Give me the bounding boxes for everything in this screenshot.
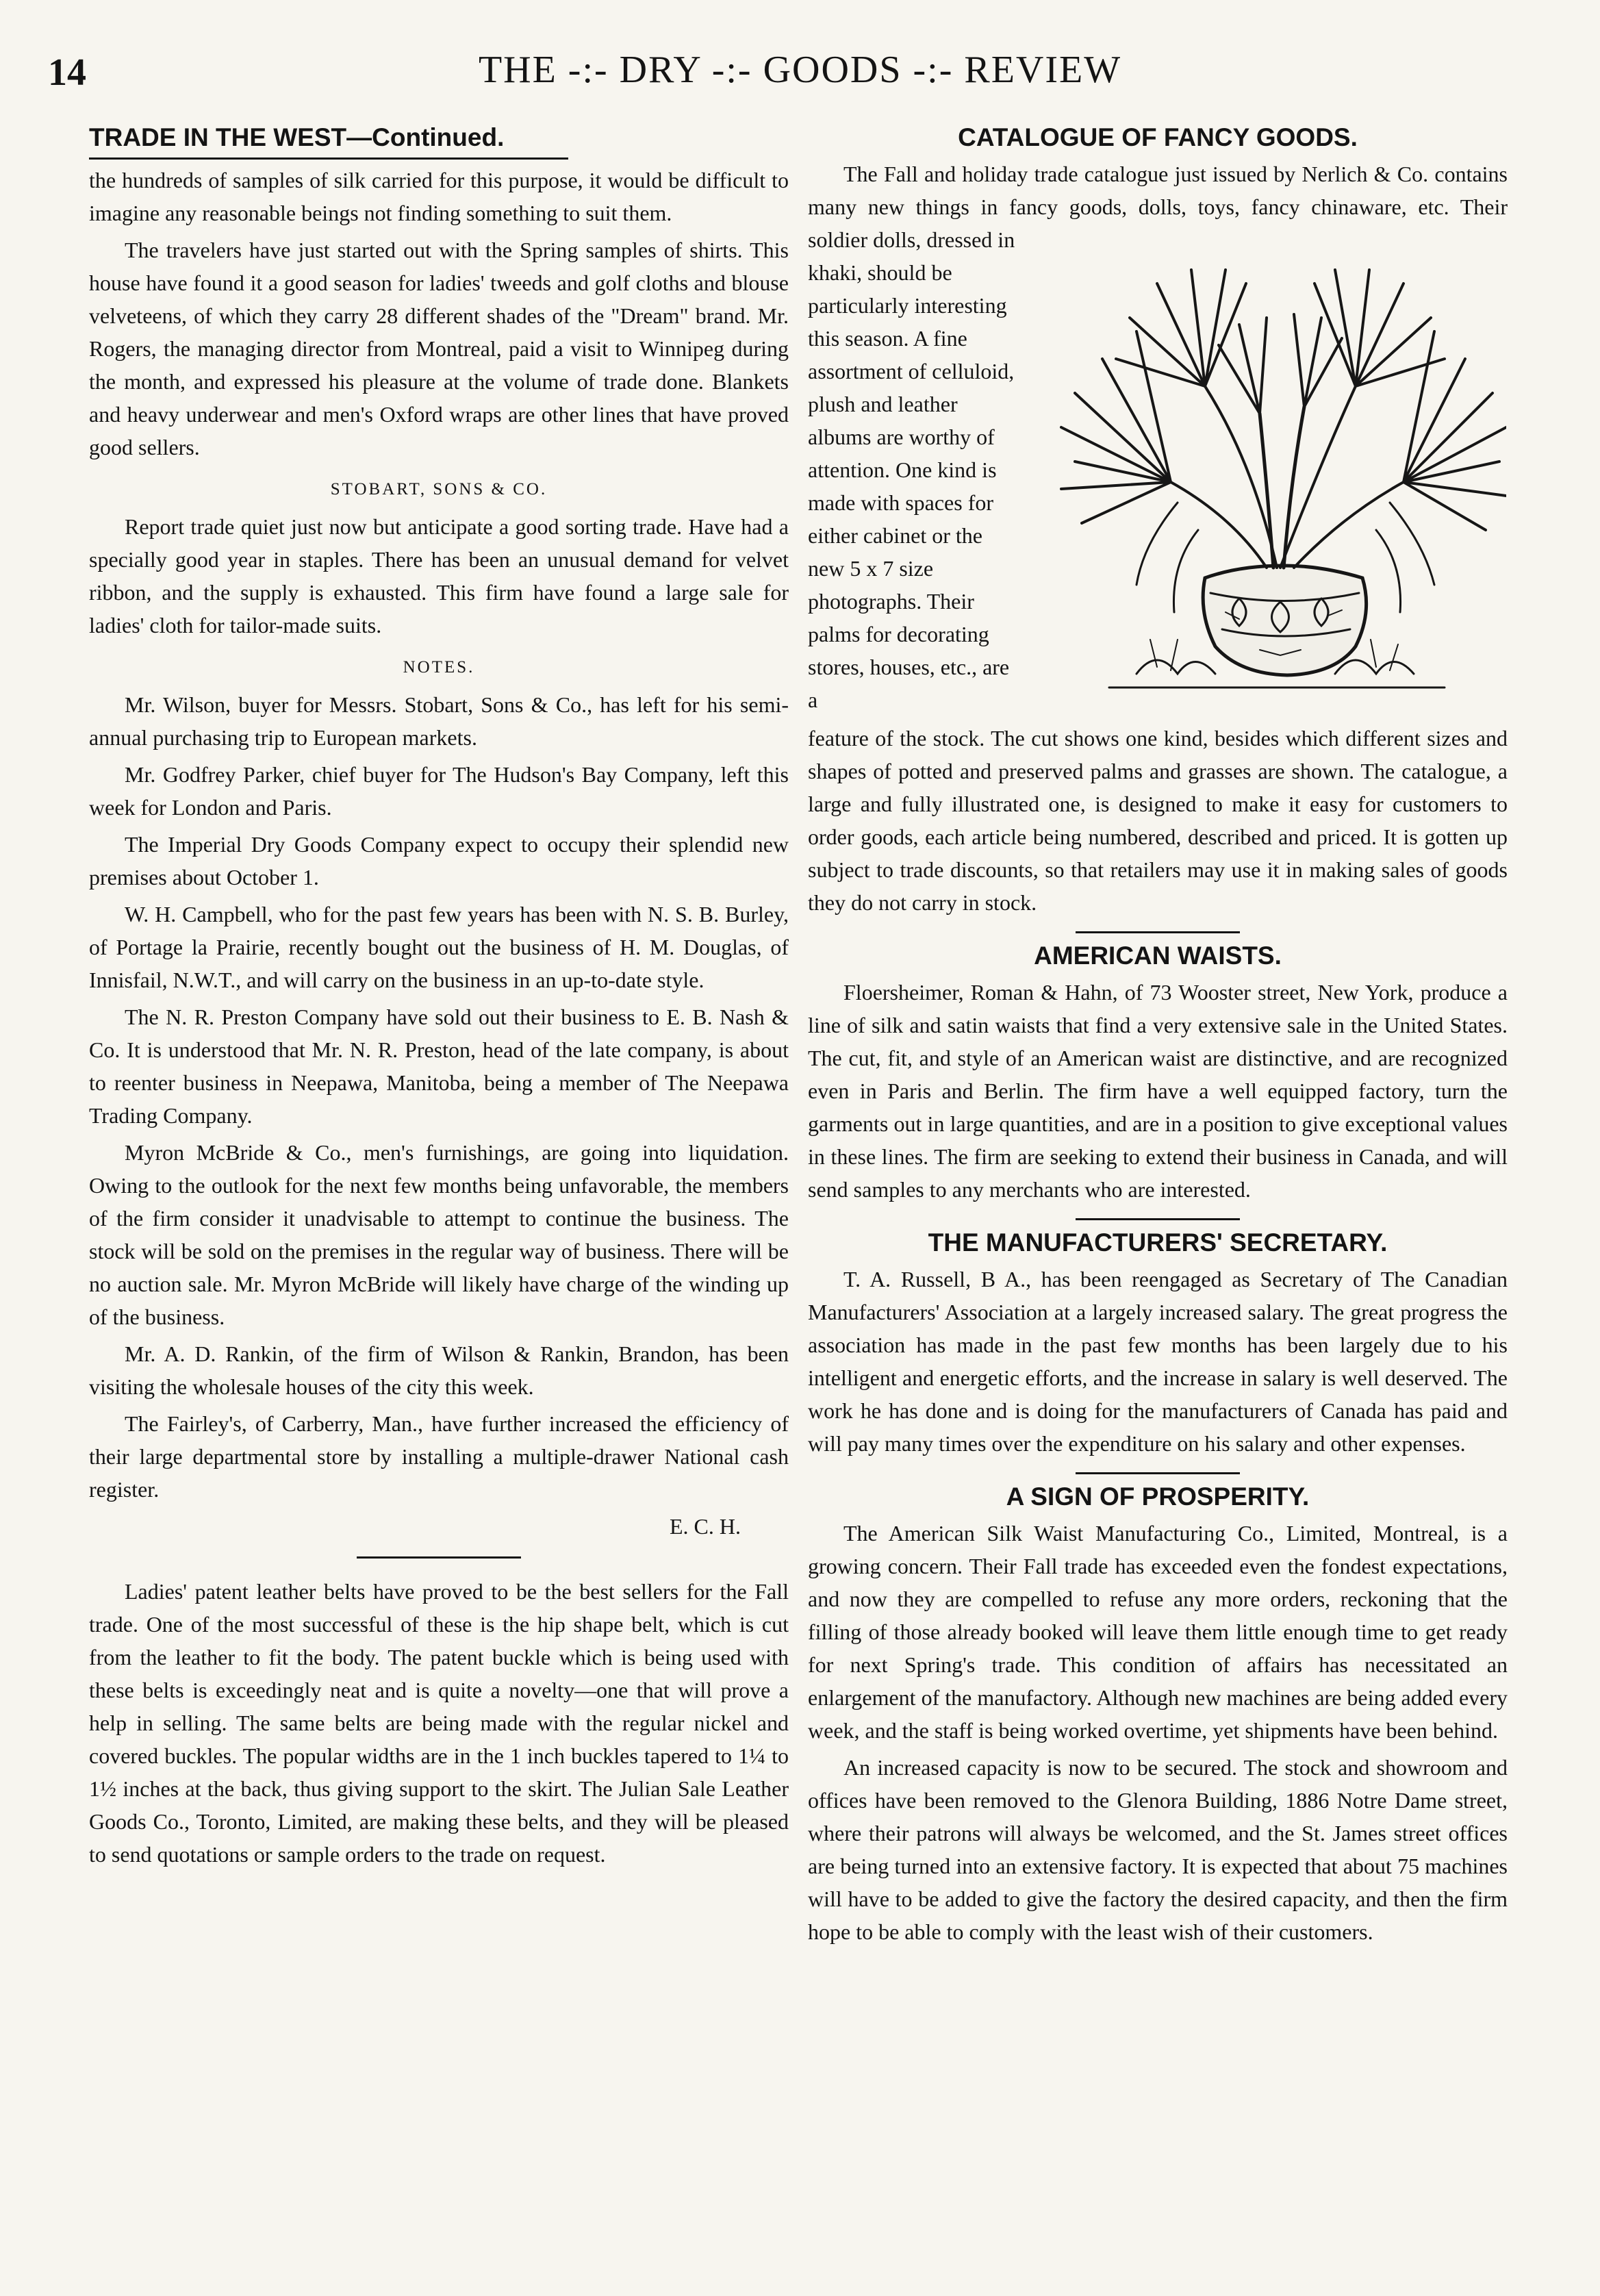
potted-palm-illustration [1034, 256, 1506, 708]
note-item: Mr. Godfrey Parker, chief buyer for The Hudson's Bay Company, left this week for London and Paris. [89, 762, 789, 820]
subheading-notes: NOTES. [403, 658, 475, 677]
note-item: The Fairley's, of Carberry, Man., have further increased the efficiency of their large departmental store by installing a multiple-drawer National cash register. [89, 1411, 789, 1502]
section-heading-waists: AMERICAN WAISTS. [1034, 942, 1282, 970]
divider [357, 1556, 521, 1559]
section-heading-prosperity: A SIGN OF PROSPERITY. [1006, 1483, 1310, 1511]
paragraph: the hundreds of samples of silk carried for this purpose, it would be difficult to imagine any reasonable beings not finding something to suit them. [89, 168, 789, 225]
note-item: The Imperial Dry Goods Company expect to occupy their splendid new premises about October 1. [89, 832, 789, 890]
divider [1076, 1472, 1240, 1474]
paragraph: Floersheimer, Roman & Hahn, of 73 Wooster street, New York, produce a line of silk and satin waists that find a very extensive sale in the United States. The cut, fit, and style of an American waist are distinctive, and are recognized even in Paris and Berlin. The firm have a well equipped factory, turn the garments out in large quantities, and are in a position to give exceptional values in these lines. The firm are seeking to extend their business in Canada, and will send samples to any merchants who are interested. [808, 980, 1508, 1202]
paragraph: Report trade quiet just now but anticipate a good sorting trade. Have had a specially good year in staples. There has been an unusual demand for velvet ribbon, and the supply is exhausted. This firm have found a large sale for ladies' cloth for tailor-made suits. [89, 514, 789, 638]
note-item: Mr. A. D. Rankin, of the firm of Wilson & Rankin, Brandon, has been visiting the wholesale houses of the city this week. [89, 1341, 789, 1399]
paragraph: The Fall and holiday trade catalogue just issued by Nerlich & Co. contains many new things in fancy goods, dolls, toys, fancy chinaware, etc. Their soldier dolls, dressed in [808, 162, 1508, 252]
author-signature: E. C. H. [670, 1514, 741, 1539]
subheading-stobart: STOBART, SONS & CO. [330, 480, 548, 499]
divider [1076, 1218, 1240, 1220]
illustration-block [808, 256, 1508, 722]
heading-underline [89, 157, 568, 160]
note-item: The N. R. Preston Company have sold out their business to E. B. Nash & Co. It is understood that Mr. N. R. Preston, head of the late company, is about to reenter business in Neepawa, Manitoba, being a member of The Neepawa Trading Company. [89, 1005, 789, 1128]
paragraph: An increased capacity is now to be secured. The stock and showroom and offices have been removed to the Glenora Building, 1886 Notre Dame street, where their patrons will always be welcomed, and the St. James street offices are being turned into an extensive factory. It is expected that about 75 machines will have to be added to give the factory the desired capacity, and then the firm hope to be able to comply with the least wish of their customers. [808, 1755, 1508, 1944]
wrapped-text: khaki, should be particularly interesting this season. A fine assortment of celluloid, plush and leather albums are worthy of attention. One kind is made with spaces for either cabinet or the new 5 x 7 size photographs. Their palms for decorating stores, houses, etc., are a [808, 260, 1015, 712]
section-heading-trade-west: TRADE IN THE WEST—Continued. [89, 123, 505, 151]
left-column [89, 116, 789, 1875]
note-item: Myron McBride & Co., men's furnishings, are going into liquidation. Owing to the outlook for the next few months being unfavorable, the members of the firm consider it unadvisable to attempt to continue the business. The stock will be sold on the premises in the regular way of business. There will be no auction sale. Mr. Myron McBride will likely have charge of the winding up of the business. [89, 1140, 789, 1329]
note-item: Mr. Wilson, buyer for Messrs. Stobart, Sons & Co., has left for his semi-annual purchasing trip to European markets. [89, 692, 789, 750]
section-heading-secretary: THE MANUFACTURERS' SECRETARY. [928, 1228, 1388, 1257]
divider [1076, 931, 1240, 933]
paragraph: The travelers have just started out with the Spring samples of shirts. This house have found it a good season for ladies' tweeds and golf cloths and blouse velveteens, of which they carry 28 different shades of the "Dream" brand. Mr. Rogers, the managing director from Montreal, paid a visit to Winnipeg during the month, and expressed his pleasure at the volume of trade done. Blankets and heavy underwear and men's Oxford wraps are other lines that have proved good sellers. [89, 238, 789, 459]
page-header [41, 41, 1559, 103]
right-column [808, 116, 1508, 1952]
note-item: W. H. Campbell, who for the past few years has been with N. S. B. Burley, of Portage la Prairie, recently bought out the business of H. M. Douglas, of Innisfail, N.W.T., and will carry on the business in an up-to-date style. [89, 902, 789, 992]
paragraph-belts: Ladies' patent leather belts have proved to be the best sellers for the Fall trade. One of the most successful of these is the hip shape belt, which is cut from the leather to fit the body. The patent buckle which is being used with these belts is exceedingly neat and is quite a novelty—one that will prove a help in selling. The same belts are being made with the regular nickel and covered buckles. The popular widths are in the 1 inch buckles tapered to 1¼ to 1½ inches at the back, thus giving support to the skirt. The Julian Sale Leather Goods Co., Toronto, Limited, are making these belts, and they will be pleased to send quotations or sample orders to the trade on request. [89, 1579, 789, 1867]
paragraph: feature of the stock. The cut shows one kind, besides which different sizes and shapes of potted and preserved palms and grasses are shown. The catalogue, a large and fully illustrated one, is designed to make it easy for customers to order goods, each article being numbered, described and priced. It is gotten up subject to trade discounts, so that retailers may use it in making sales of goods they do not carry in stock. [808, 726, 1508, 915]
masthead-title: THE -:- DRY -:- GOODS -:- REVIEW [478, 49, 1122, 91]
page-number: 14 [48, 51, 86, 94]
paragraph: The American Silk Waist Manufacturing Co., Limited, Montreal, is a growing concern. Their Fall trade has exceeded even the fondest expectations, and now they are compelled to refuse any more orders, reckoning that the filling of those already booked will leave them little enough time to get ready for next Spring's trade. This condition of affairs has necessitated an enlargement of the manufactory. Although new machines are being added every week, and the staff is being worked overtime, yet shipments have been behind. [808, 1521, 1508, 1743]
paragraph: T. A. Russell, B A., has been reengaged as Secretary of The Canadian Manufacturers' Association at a largely increased salary. The great progress the association has made in the past few months has been largely due to his intelligent and energetic efforts, and the increase in salary is well deserved. The work he has done and is doing for the manufacturers of Canada has paid and will pay many times over the expenditure on his salary and other expenses. [808, 1267, 1508, 1456]
section-heading-catalogue: CATALOGUE OF FANCY GOODS. [958, 123, 1358, 151]
